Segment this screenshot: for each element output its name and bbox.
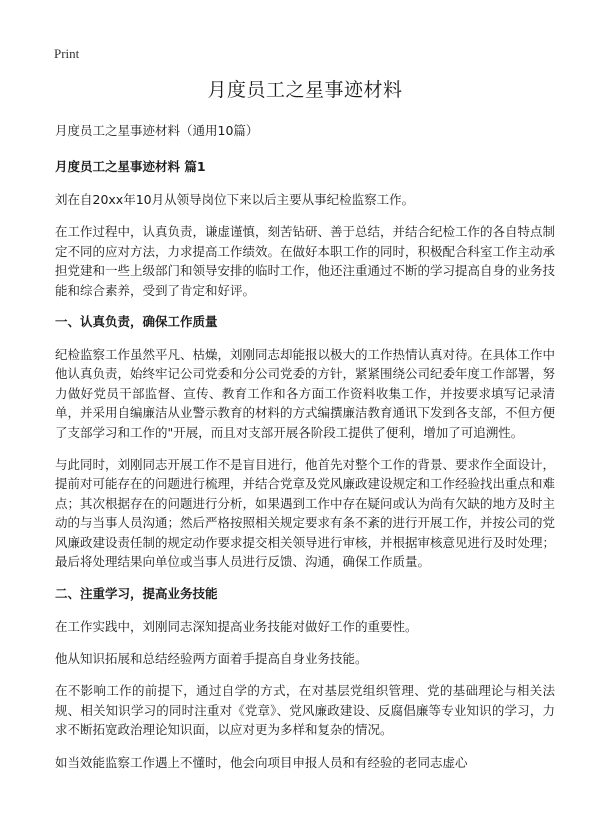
paragraph: 纪检监察工作虽然平凡、枯燥，刘刚同志却能报以极大的工作热情认真对待。在具体工作中他认真负责，始终牢记公司党委和分公司党委的方针，紧紧围绕公司纪委年度工作部署，努力做好党员干部监督、宣传、教育工作和各方面工作资料收集工作，并按要求填写记录清单，并采用自编廉洁从业警示教育的材料的方式编撰廉洁教育通讯下发到各支部，不但方便了支部学习和工作的"开展，而且对支部开展各阶段工提供了便利，增加了可追溯性。 — [55, 347, 556, 440]
document-title: 月度员工之星事迹材料 — [207, 79, 403, 101]
paragraph: 他从知识拓展和总结经验两方面着手提高自身业务技能。 — [55, 650, 368, 666]
paragraph: 刘在自20xx年10月从领导岗位下来以后主要从事纪检监察工作。 — [55, 192, 415, 207]
document-subtitle: 月度员工之星事迹材料（通用10篇） — [55, 123, 259, 138]
paragraph: 在工作过程中，认真负责，谦虚谨慎，刻苦钻研、善于总结，并结合纪检工作的各自特点制定不同的应对方法，力求提高工作绩效。在做好本职工作的同时，积极配合科室工作主动承担党建和一些上级部门和领导安排的临时工作，他还注重通过不断的学习提高自身的业务技能和综合素养，受到了肯定和好评。 — [55, 224, 556, 298]
paragraph: 在工作实践中，刘刚同志深知提高业务技能对做好工作的重要性。 — [55, 618, 418, 634]
print-link[interactable]: Print — [54, 46, 80, 61]
paragraph: 与此同时，刘刚同志开展工作不是盲目进行，他首先对整个工作的背景、要求作全面设计，提前对可能存在的问题进行梳理，并结合党章及党风廉政建设规定和工作经验找出重点和难点；其次根据存在的问题进行分析，如果遇到工作中存在疑问或认为尚有欠缺的地方及时主动的与当事人员沟通；然后严格按照相关规定要求有条不紊的进行开展工作，并按公司的党风廉政建设责任制的规定动作要求提交相关领导进行审核，并根据审核意见进行及时处理；最后将处理结果向单位或当事人员进行反馈、沟通，确保工作质量。 — [55, 457, 556, 570]
paragraph: 在不影响工作的前提下，通过自学的方式，在对基层党组织管理、党的基础理论与相关法规、相关知识学习的同时注重对《党章》、党风廉政建设、反腐倡廉等专业知识的学习，力求不断拓宽政治理论知识面，以应对更为多样和复杂的情况。 — [55, 683, 555, 738]
article-heading: 月度员工之星事迹材料 篇1 — [55, 159, 206, 174]
paragraph: 如当效能监察工作遇上不懂时，他会向项目申报人员和有经验的老同志虚心 — [55, 754, 468, 770]
section-heading: 一、认真负责，确保工作质量 — [55, 314, 218, 330]
document-body — [55, 78, 555, 785]
section-heading: 二、注重学习，提高业务技能 — [55, 585, 218, 601]
